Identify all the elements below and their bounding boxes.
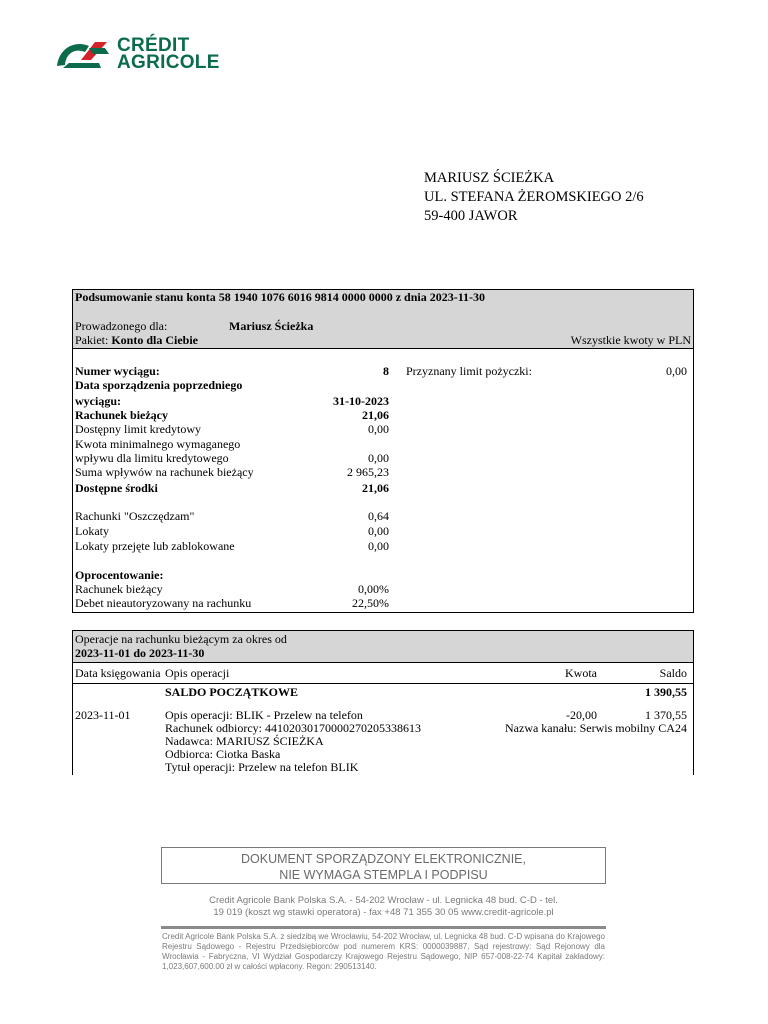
operations-table <box>72 630 694 775</box>
package-value: Konto dla Ciebie <box>111 333 198 347</box>
deposits-label: Lokaty <box>75 524 109 538</box>
recipient-street: UL. STEFANA ŻEROMSKIEGO 2/6 <box>424 189 644 205</box>
row-channel: Nazwa kanału: Serwis mobilny CA24 <box>505 721 687 735</box>
account-summary <box>72 289 694 613</box>
available-funds-label: Dostępne środki <box>75 481 158 495</box>
opening-balance-value: 1 390,55 <box>645 685 687 699</box>
inflows-label: Suma wpływów na rachunek bieżący <box>75 465 254 479</box>
row-date: 2023-11-01 <box>75 708 131 722</box>
operations-title-1: Operacje na rachunku bieżącym za okres od <box>75 632 287 646</box>
statement-number-value: 8 <box>383 364 389 378</box>
column-description: Opis operacji <box>165 666 230 680</box>
recipient-address <box>424 169 644 226</box>
blocked-deposits-label: Lokaty przejęte lub zablokowane <box>75 539 235 553</box>
footer-contact-line-1: Credit Agricole Bank Polska S.A. - 54-202 Wrocław - ul. Legnicka 48 bud. C-D - tel. <box>209 895 558 906</box>
currency-note: Wszystkie kwoty w PLN <box>570 333 691 347</box>
footer-divider <box>161 926 606 929</box>
prev-statement-date-label-2: wyciągu: <box>75 394 121 408</box>
prev-statement-date-label-1: Data sporządzenia poprzedniego <box>75 378 243 392</box>
operations-column-headers <box>73 662 693 684</box>
blocked-deposits-value: 0,00 <box>368 539 389 553</box>
brand-name <box>117 37 220 71</box>
min-inflow-label-1: Kwota minimalnego wymaganego <box>75 437 241 451</box>
row-line: Tytuł operacji: Przelew na telefon BLIK <box>165 760 359 774</box>
brand-line2: AGRICOLE <box>117 52 220 73</box>
min-inflow-label-2: wpływu dla limitu kredytowego <box>75 451 229 465</box>
row-line: Odbiorca: Ciotka Baska <box>165 747 281 761</box>
notice-line-2: NIE WYMAGA STEMPLA I PODPISU <box>279 868 488 882</box>
loan-limit-label: Przyznany limit pożyczki: <box>406 364 532 378</box>
min-inflow-value: 0,00 <box>368 451 389 465</box>
overdraft-interest-value: 22,50% <box>352 596 389 610</box>
current-account-label: Rachunek bieżący <box>75 408 168 422</box>
package-info <box>75 333 198 347</box>
column-balance: Saldo <box>659 666 687 680</box>
credit-limit-value: 0,00 <box>368 422 389 436</box>
savings-accounts-value: 0,64 <box>368 509 389 523</box>
savings-accounts-label: Rachunki "Oszczędzam" <box>75 509 195 523</box>
current-account-value: 21,06 <box>362 408 389 422</box>
recipient-city: 59-400 JAWOR <box>424 208 518 224</box>
footer-contact-line-2: 19 019 (koszt wg stawki operatora) - fax +48 71 355 30 05 www.credit-agricole.pl <box>213 907 554 918</box>
interest-label: Oprocentowanie: <box>75 568 164 582</box>
bank-contact-footer <box>161 895 606 919</box>
row-balance: 1 370,55 <box>645 708 687 722</box>
row-line: Opis operacji: BLIK - Przelew na telefon <box>165 708 363 722</box>
interest-current-label: Rachunek bieżący <box>75 582 163 596</box>
recipient-name: MARIUSZ ŚCIEŻKA <box>424 170 555 186</box>
summary-title: Podsumowanie stanu konta 58 1940 1076 6016 9814 0000 0000 z dnia 2023-11-30 <box>75 290 486 304</box>
credit-agricole-logo-icon <box>55 38 111 72</box>
available-funds-value: 21,06 <box>362 481 389 495</box>
column-amount: Kwota <box>565 666 597 680</box>
row-line: Rachunek odbiorcy: 44102030170000270205338613 <box>165 721 421 735</box>
held-for-label: Prowadzonego dla: <box>75 319 168 333</box>
loan-limit-value: 0,00 <box>666 364 687 378</box>
operations-header <box>73 631 693 662</box>
footer-legal-text: Credit Agricole Bank Polska S.A. z siedzibą we Wrocławiu, 54-202 Wrocław, ul. Legnicka 48 bud. C-D wpisana do Krajowego Rejestru Sądowego - Rejestru Przedsiębiorców pod numerem KRS: 0000039887, Sąd rejestrowy: Sąd Rejonowy dla Wrocławia - Fabryczna, VI Wydział Gospodarczy Krajowego Rejestru Sądowego, NIP 657-008-22-74 Kapitał zakładowy: 1,023,607,600.00 zł w całości wpłacony. Regon: 290513140. <box>162 932 605 971</box>
row-amount: -20,00 <box>566 708 597 722</box>
interest-current-value: 0,00% <box>358 582 389 596</box>
inflows-value: 2 965,23 <box>347 465 389 479</box>
opening-balance-label: SALDO POCZĄTKOWE <box>165 685 299 699</box>
package-label: Pakiet: <box>75 333 112 347</box>
prev-statement-date-value: 31-10-2023 <box>333 394 389 408</box>
overdraft-interest-label: Debet nieautoryzowany na rachunku <box>75 596 252 610</box>
summary-header <box>73 290 693 349</box>
electronic-document-notice <box>161 847 606 884</box>
row-line: Nadawca: MARIUSZ ŚCIEŻKA <box>165 734 324 748</box>
credit-limit-label: Dostępny limit kredytowy <box>75 422 201 436</box>
column-date: Data księgowania <box>75 666 161 680</box>
statement-number-label: Numer wyciągu: <box>75 364 160 378</box>
deposits-value: 0,00 <box>368 524 389 538</box>
notice-line-1: DOKUMENT SPORZĄDZONY ELEKTRONICZNIE, <box>241 852 526 866</box>
brand-line1: CRÉDIT <box>117 35 190 56</box>
operations-title-2: 2023-11-01 do 2023-11-30 <box>75 646 205 660</box>
held-for-value: Mariusz Ścieżka <box>229 319 314 333</box>
